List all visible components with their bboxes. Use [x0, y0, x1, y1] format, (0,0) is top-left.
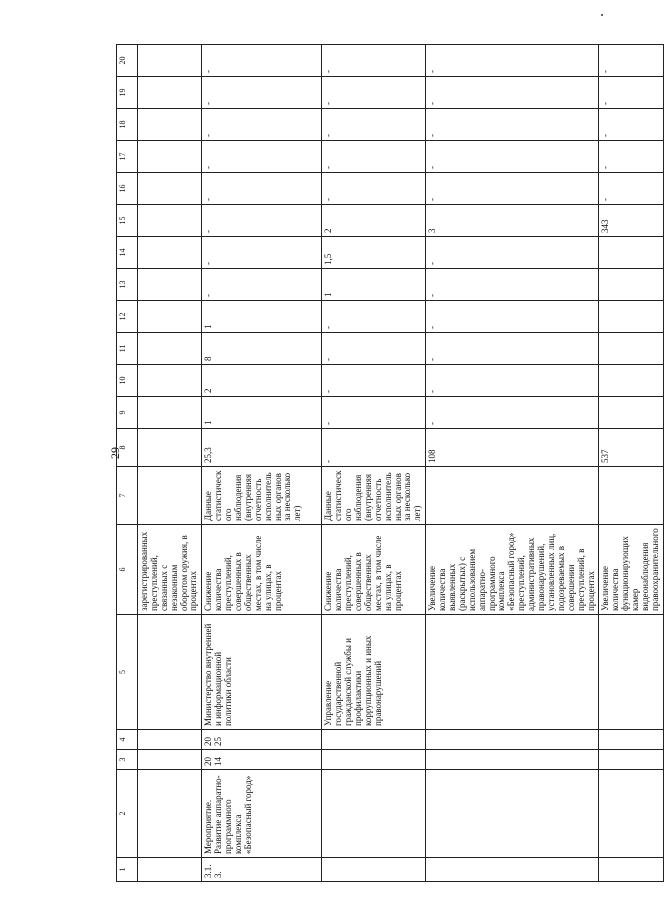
table-value-cell: -	[599, 109, 663, 141]
table-value-cell: -	[202, 173, 322, 205]
table-cell-c4	[138, 730, 202, 750]
table-value-cell: -	[322, 45, 426, 77]
table-cell-c5	[426, 615, 599, 730]
table-cell-c5	[599, 615, 663, 730]
table-value-cell: -	[426, 77, 599, 109]
header-row	[117, 45, 138, 882]
table-cell-c6: Увеличение количества функционирующих камер видеонаблюдения правоохранительного	[599, 525, 663, 615]
table-cell-c3	[599, 750, 663, 770]
table-value-cell: -	[202, 141, 322, 173]
table-value-cell	[599, 333, 663, 365]
table-value-cell: 1	[202, 397, 322, 429]
table-row	[202, 45, 322, 882]
table-value-cell	[138, 397, 202, 429]
table-cell-c5	[138, 615, 202, 730]
col-header: 16	[117, 173, 138, 205]
table-value-cell: -	[322, 429, 426, 467]
table-cell-c1	[599, 858, 663, 882]
table-value-cell	[138, 301, 202, 333]
table-cell-c7	[426, 467, 599, 525]
col-header: 15	[117, 205, 138, 237]
table-cell-c3	[426, 750, 599, 770]
table-cell-c6: зарегистрированных преступлений, связанных с незаконным оборотом оружия, в процентах	[138, 525, 202, 615]
table-cell-c5: Министерство внутренней и информационной политики области	[202, 615, 322, 730]
table-value-cell: 2	[202, 365, 322, 397]
table-value-cell: 2	[322, 205, 426, 237]
table-row	[426, 45, 599, 882]
col-header: 17	[117, 141, 138, 173]
table-value-cell	[138, 365, 202, 397]
table-value-cell: -	[322, 77, 426, 109]
col-header: 14	[117, 237, 138, 269]
table-cell-c1	[322, 858, 426, 882]
table-row	[322, 45, 426, 882]
table-value-cell: -	[426, 269, 599, 301]
table-cell-c2	[138, 770, 202, 858]
table-value-cell	[138, 333, 202, 365]
corner-mark	[601, 14, 603, 16]
table-value-cell: -	[599, 141, 663, 173]
col-header: 12	[117, 301, 138, 333]
table-value-cell: -	[426, 397, 599, 429]
table-value-cell: 25,3	[202, 429, 322, 467]
col-header: 3	[117, 750, 138, 770]
table-value-cell: 1	[322, 269, 426, 301]
rotated-table	[116, 52, 660, 882]
col-header: 11	[117, 333, 138, 365]
table-cell-c4	[599, 730, 663, 750]
table-cell-c2	[322, 770, 426, 858]
table-value-cell: -	[426, 301, 599, 333]
table-value-cell: -	[322, 365, 426, 397]
table-cell-c1	[426, 858, 599, 882]
table-value-cell	[599, 397, 663, 429]
table-value-cell: 343	[599, 205, 663, 237]
table-value-cell: -	[322, 141, 426, 173]
table-value-cell	[599, 365, 663, 397]
table-value-cell: 1	[202, 301, 322, 333]
table-value-cell	[138, 205, 202, 237]
table-value-cell: 8	[202, 333, 322, 365]
table-value-cell: -	[426, 365, 599, 397]
table-value-cell	[138, 237, 202, 269]
table-value-cell: -	[426, 141, 599, 173]
table-value-cell	[599, 301, 663, 333]
table-cell-c6: Снижение количества преступлений, совершенных в общественных местах, в том числе на улицах, в процентах	[322, 525, 426, 615]
table-row	[599, 45, 663, 882]
table-value-cell	[138, 173, 202, 205]
table-value-cell: -	[202, 45, 322, 77]
table-value-cell: -	[426, 173, 599, 205]
table-cell-c3	[322, 750, 426, 770]
table-row	[138, 45, 202, 882]
table-cell-c4	[322, 730, 426, 750]
table-cell-c4	[426, 730, 599, 750]
table-value-cell: -	[202, 269, 322, 301]
col-header: 8	[117, 429, 138, 467]
table-value-cell	[138, 77, 202, 109]
table-value-cell: -	[426, 333, 599, 365]
table-value-cell: -	[322, 109, 426, 141]
table-cell-c6: Увеличение количества выявленных (раскрытых) с использованием аппаратно-программного комплекса «Безопасный город» преступлений, административных правонарушений, установленных лиц, подозреваемых в совершении преступлений, в процентах	[426, 525, 599, 615]
col-header: 1	[117, 858, 138, 882]
table-value-cell	[138, 269, 202, 301]
table-cell-c7	[138, 467, 202, 525]
table-cell-c5: Управление государственной гражданской службы и профилактики коррупционных и иных правонарушений	[322, 615, 426, 730]
table-value-cell: -	[202, 77, 322, 109]
page-number: 29	[108, 447, 122, 459]
table-value-cell	[599, 269, 663, 301]
table-value-cell	[138, 141, 202, 173]
table-value-cell: -	[202, 109, 322, 141]
table-cell-c7	[599, 467, 663, 525]
table-cell-c2	[426, 770, 599, 858]
program-table	[116, 44, 664, 882]
table-cell-c7: Данные статистического наблюдения (внутренняя отчетность исполнительных органов за несколько лет)	[322, 467, 426, 525]
table-cell-c4: 2025	[202, 730, 322, 750]
col-header: 9	[117, 397, 138, 429]
col-header: 13	[117, 269, 138, 301]
table-value-cell: 3	[426, 205, 599, 237]
table-cell-c3	[138, 750, 202, 770]
table-value-cell: -	[322, 173, 426, 205]
table-value-cell: -	[202, 237, 322, 269]
table-value-cell: -	[426, 45, 599, 77]
table-cell-c1	[138, 858, 202, 882]
table-cell-c6: Снижение количества преступлений, совершенных в общественных местах, в том числе на улицах, в процентах	[202, 525, 322, 615]
col-header: 20	[117, 45, 138, 77]
table-value-cell	[138, 109, 202, 141]
table-cell-c1: 3.1.3.	[202, 858, 322, 882]
table-cell-c3: 2014	[202, 750, 322, 770]
table-value-cell: -	[322, 397, 426, 429]
table-cell-c7: Данные статистического наблюдения (внутренняя отчетность исполнительных органов за несколько лет)	[202, 467, 322, 525]
table-value-cell: -	[426, 109, 599, 141]
col-header: 19	[117, 77, 138, 109]
table-cell-c2	[599, 770, 663, 858]
table-value-cell: -	[202, 205, 322, 237]
table-body	[138, 45, 664, 882]
table-value-cell: -	[322, 301, 426, 333]
table-value-cell: 1,5	[322, 237, 426, 269]
col-header: 2	[117, 770, 138, 858]
table-cell-c2: Мероприятие. Развитие аппаратно-программного комплекса «Безопасный город»	[202, 770, 322, 858]
table-value-cell: -	[599, 173, 663, 205]
table-value-cell	[138, 429, 202, 467]
table-value-cell: -	[599, 77, 663, 109]
table-value-cell: 108	[426, 429, 599, 467]
col-header: 7	[117, 467, 138, 525]
table-value-cell	[599, 237, 663, 269]
col-header: 18	[117, 109, 138, 141]
table-value-cell: -	[322, 333, 426, 365]
col-header: 4	[117, 730, 138, 750]
table-value-cell: 537	[599, 429, 663, 467]
col-header: 10	[117, 365, 138, 397]
table-value-cell: -	[599, 45, 663, 77]
table-value-cell	[138, 45, 202, 77]
col-header: 5	[117, 615, 138, 730]
col-header: 6	[117, 525, 138, 615]
table-value-cell: -	[426, 237, 599, 269]
